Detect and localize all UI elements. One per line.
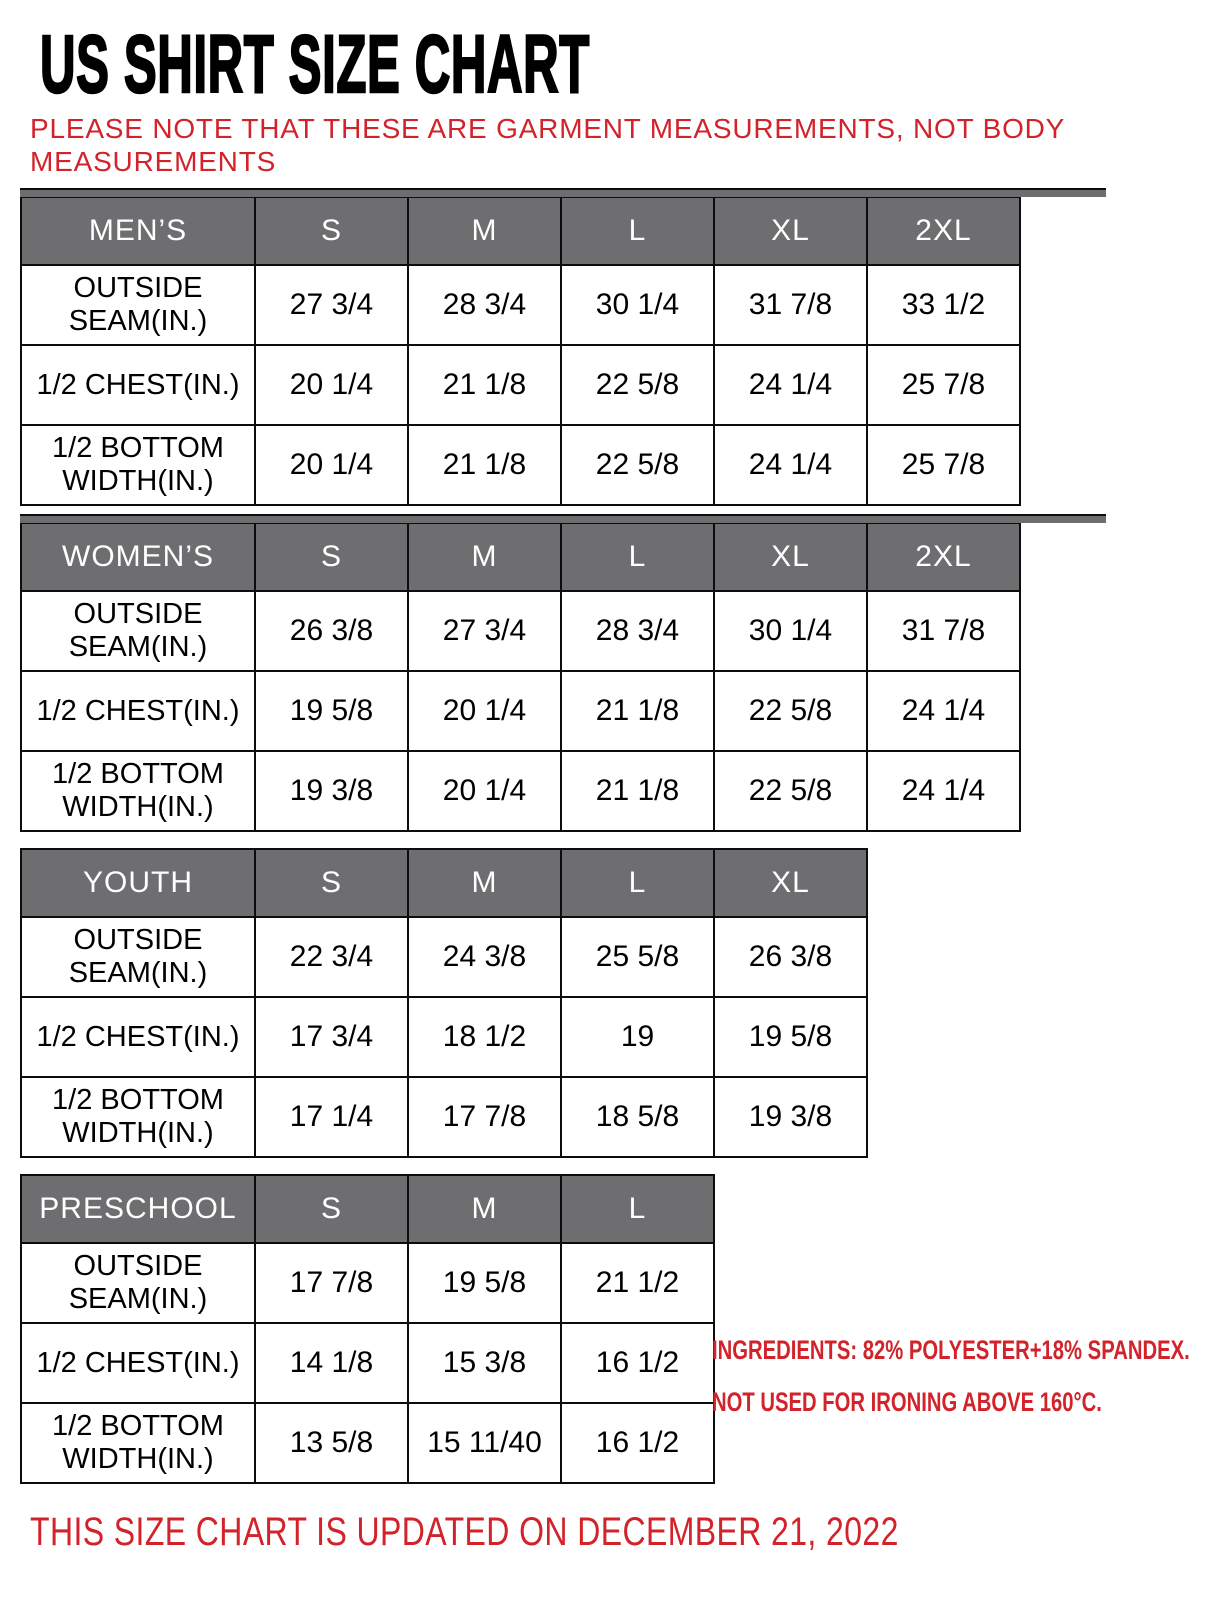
size-header-cell: L bbox=[561, 849, 714, 917]
measurement-value-cell: 17 1/4 bbox=[255, 1077, 408, 1157]
measurement-row bbox=[21, 1323, 714, 1403]
size-header-cell: L bbox=[561, 197, 714, 265]
measurement-value-cell: 14 1/8 bbox=[255, 1323, 408, 1403]
size-header-cell: S bbox=[255, 523, 408, 591]
measurement-value-cell: 24 1/4 bbox=[714, 425, 867, 505]
table-top-strip bbox=[20, 188, 1106, 197]
measurement-row bbox=[21, 345, 1020, 425]
measurement-value-cell: 17 7/8 bbox=[408, 1077, 561, 1157]
measurement-value-cell: 20 1/4 bbox=[408, 751, 561, 831]
group-header-cell: YOUTH bbox=[21, 849, 255, 917]
measurement-value-cell: 22 5/8 bbox=[714, 671, 867, 751]
youth-table-section bbox=[20, 848, 868, 1158]
update-date-note bbox=[30, 1510, 1200, 1554]
measurement-row bbox=[21, 425, 1020, 505]
measurement-value-cell: 15 3/8 bbox=[408, 1323, 561, 1403]
measurement-value-cell: 18 5/8 bbox=[561, 1077, 714, 1157]
row-label-cell: OUTSIDE SEAM(IN.) bbox=[21, 265, 255, 345]
row-label-cell: 1/2 BOTTOM WIDTH(IN.) bbox=[21, 751, 255, 831]
measurement-value-cell: 18 1/2 bbox=[408, 997, 561, 1077]
measurement-value-cell: 22 5/8 bbox=[561, 345, 714, 425]
size-header-cell: M bbox=[408, 849, 561, 917]
size-header-cell: S bbox=[255, 1175, 408, 1243]
size-header-row bbox=[21, 197, 1020, 265]
measurement-value-cell: 28 3/4 bbox=[561, 591, 714, 671]
measurement-value-cell: 31 7/8 bbox=[714, 265, 867, 345]
row-label-cell: 1/2 CHEST(IN.) bbox=[21, 1323, 255, 1403]
row-label-cell: 1/2 BOTTOM WIDTH(IN.) bbox=[21, 1077, 255, 1157]
measurement-value-cell: 17 3/4 bbox=[255, 997, 408, 1077]
size-tables bbox=[20, 196, 1200, 1484]
measurement-row bbox=[21, 671, 1020, 751]
size-header-cell: XL bbox=[714, 849, 867, 917]
group-header-cell: WOMEN’S bbox=[21, 523, 255, 591]
page-title bbox=[40, 19, 1200, 110]
measurement-row bbox=[21, 751, 1020, 831]
measurement-value-cell: 25 7/8 bbox=[867, 345, 1020, 425]
womens-size-table bbox=[20, 522, 1021, 832]
measurement-row bbox=[21, 591, 1020, 671]
measurement-value-cell: 25 5/8 bbox=[561, 917, 714, 997]
measurement-value-cell: 30 1/4 bbox=[714, 591, 867, 671]
mens-size-table bbox=[20, 196, 1021, 506]
measurement-value-cell: 22 5/8 bbox=[714, 751, 867, 831]
measurement-value-cell: 24 1/4 bbox=[867, 751, 1020, 831]
measurement-value-cell: 24 1/4 bbox=[867, 671, 1020, 751]
update-date-text: THIS SIZE CHART IS UPDATED ON DECEMBER 21, 2022 bbox=[30, 1510, 899, 1554]
measurement-value-cell: 19 5/8 bbox=[408, 1243, 561, 1323]
measurement-value-cell: 21 1/2 bbox=[561, 1243, 714, 1323]
page-title-text: US SHIRT SIZE CHART bbox=[40, 19, 590, 110]
measurement-value-cell: 27 3/4 bbox=[255, 265, 408, 345]
measurement-value-cell: 17 7/8 bbox=[255, 1243, 408, 1323]
measurement-row bbox=[21, 1077, 867, 1157]
measurement-value-cell: 21 1/8 bbox=[408, 345, 561, 425]
row-label-cell: 1/2 BOTTOM WIDTH(IN.) bbox=[21, 1403, 255, 1483]
size-header-cell: S bbox=[255, 197, 408, 265]
row-label-cell: OUTSIDE SEAM(IN.) bbox=[21, 591, 255, 671]
measurement-value-cell: 20 1/4 bbox=[255, 425, 408, 505]
garment-measurements-note: PLEASE NOTE THAT THESE ARE GARMENT MEASUREMENTS, NOT BODY MEASUREMENTS bbox=[30, 113, 1065, 177]
size-header-cell: L bbox=[561, 523, 714, 591]
group-header-cell: PRESCHOOL bbox=[21, 1175, 255, 1243]
row-label-cell: 1/2 CHEST(IN.) bbox=[21, 671, 255, 751]
size-header-row bbox=[21, 523, 1020, 591]
measurement-value-cell: 27 3/4 bbox=[408, 591, 561, 671]
measurement-value-cell: 15 11/40 bbox=[408, 1403, 561, 1483]
measurement-value-cell: 30 1/4 bbox=[561, 265, 714, 345]
measurement-value-cell: 19 5/8 bbox=[255, 671, 408, 751]
mens-table-section bbox=[20, 196, 1021, 506]
measurement-value-cell: 33 1/2 bbox=[867, 265, 1020, 345]
measurement-value-cell: 21 1/8 bbox=[561, 671, 714, 751]
size-header-cell: L bbox=[561, 1175, 714, 1243]
preschool-table-section bbox=[20, 1174, 1190, 1484]
measurement-value-cell: 16 1/2 bbox=[561, 1403, 714, 1483]
row-label-cell: OUTSIDE SEAM(IN.) bbox=[21, 917, 255, 997]
measurement-value-cell: 31 7/8 bbox=[867, 591, 1020, 671]
measurement-value-cell: 24 3/8 bbox=[408, 917, 561, 997]
measurement-value-cell: 26 3/8 bbox=[714, 917, 867, 997]
row-label-cell: OUTSIDE SEAM(IN.) bbox=[21, 1243, 255, 1323]
preschool-size-table bbox=[20, 1174, 715, 1484]
size-header-row bbox=[21, 1175, 714, 1243]
size-header-cell: S bbox=[255, 849, 408, 917]
measurement-value-cell: 28 3/4 bbox=[408, 265, 561, 345]
measurement-value-cell: 19 bbox=[561, 997, 714, 1077]
table-top-strip bbox=[20, 514, 1106, 523]
measurement-value-cell: 20 1/4 bbox=[255, 345, 408, 425]
measurement-row bbox=[21, 1403, 714, 1483]
measurement-value-cell: 21 1/8 bbox=[561, 751, 714, 831]
measurement-value-cell: 13 5/8 bbox=[255, 1403, 408, 1483]
row-label-cell: 1/2 BOTTOM WIDTH(IN.) bbox=[21, 425, 255, 505]
measurement-row bbox=[21, 265, 1020, 345]
row-label-cell: 1/2 CHEST(IN.) bbox=[21, 345, 255, 425]
measurement-row bbox=[21, 917, 867, 997]
size-header-cell: 2XL bbox=[867, 523, 1020, 591]
measurement-value-cell: 19 3/8 bbox=[714, 1077, 867, 1157]
size-header-cell: 2XL bbox=[867, 197, 1020, 265]
measurement-value-cell: 20 1/4 bbox=[408, 671, 561, 751]
size-header-cell: M bbox=[408, 1175, 561, 1243]
measurement-value-cell: 19 5/8 bbox=[714, 997, 867, 1077]
measurement-value-cell: 22 5/8 bbox=[561, 425, 714, 505]
measurement-row bbox=[21, 997, 867, 1077]
womens-table-section bbox=[20, 522, 1021, 832]
size-header-cell: XL bbox=[714, 197, 867, 265]
size-header-cell: M bbox=[408, 197, 561, 265]
ingredients-note-line: INGREDIENTS: 82% POLYESTER+18% SPANDEX. bbox=[712, 1335, 1190, 1365]
youth-size-table bbox=[20, 848, 868, 1158]
ingredients-note bbox=[712, 1324, 1190, 1428]
row-label-cell: 1/2 CHEST(IN.) bbox=[21, 997, 255, 1077]
size-header-cell: M bbox=[408, 523, 561, 591]
measurement-value-cell: 26 3/8 bbox=[255, 591, 408, 671]
measurement-value-cell: 22 3/4 bbox=[255, 917, 408, 997]
measurement-value-cell: 21 1/8 bbox=[408, 425, 561, 505]
ingredients-note-line: NOT USED FOR IRONING ABOVE 160°C. bbox=[712, 1387, 1102, 1417]
measurement-row bbox=[21, 1243, 714, 1323]
measurement-value-cell: 19 3/8 bbox=[255, 751, 408, 831]
group-header-cell: MEN’S bbox=[21, 197, 255, 265]
measurement-value-cell: 16 1/2 bbox=[561, 1323, 714, 1403]
measurement-value-cell: 24 1/4 bbox=[714, 345, 867, 425]
measurement-value-cell: 25 7/8 bbox=[867, 425, 1020, 505]
size-header-cell: XL bbox=[714, 523, 867, 591]
size-header-row bbox=[21, 849, 867, 917]
